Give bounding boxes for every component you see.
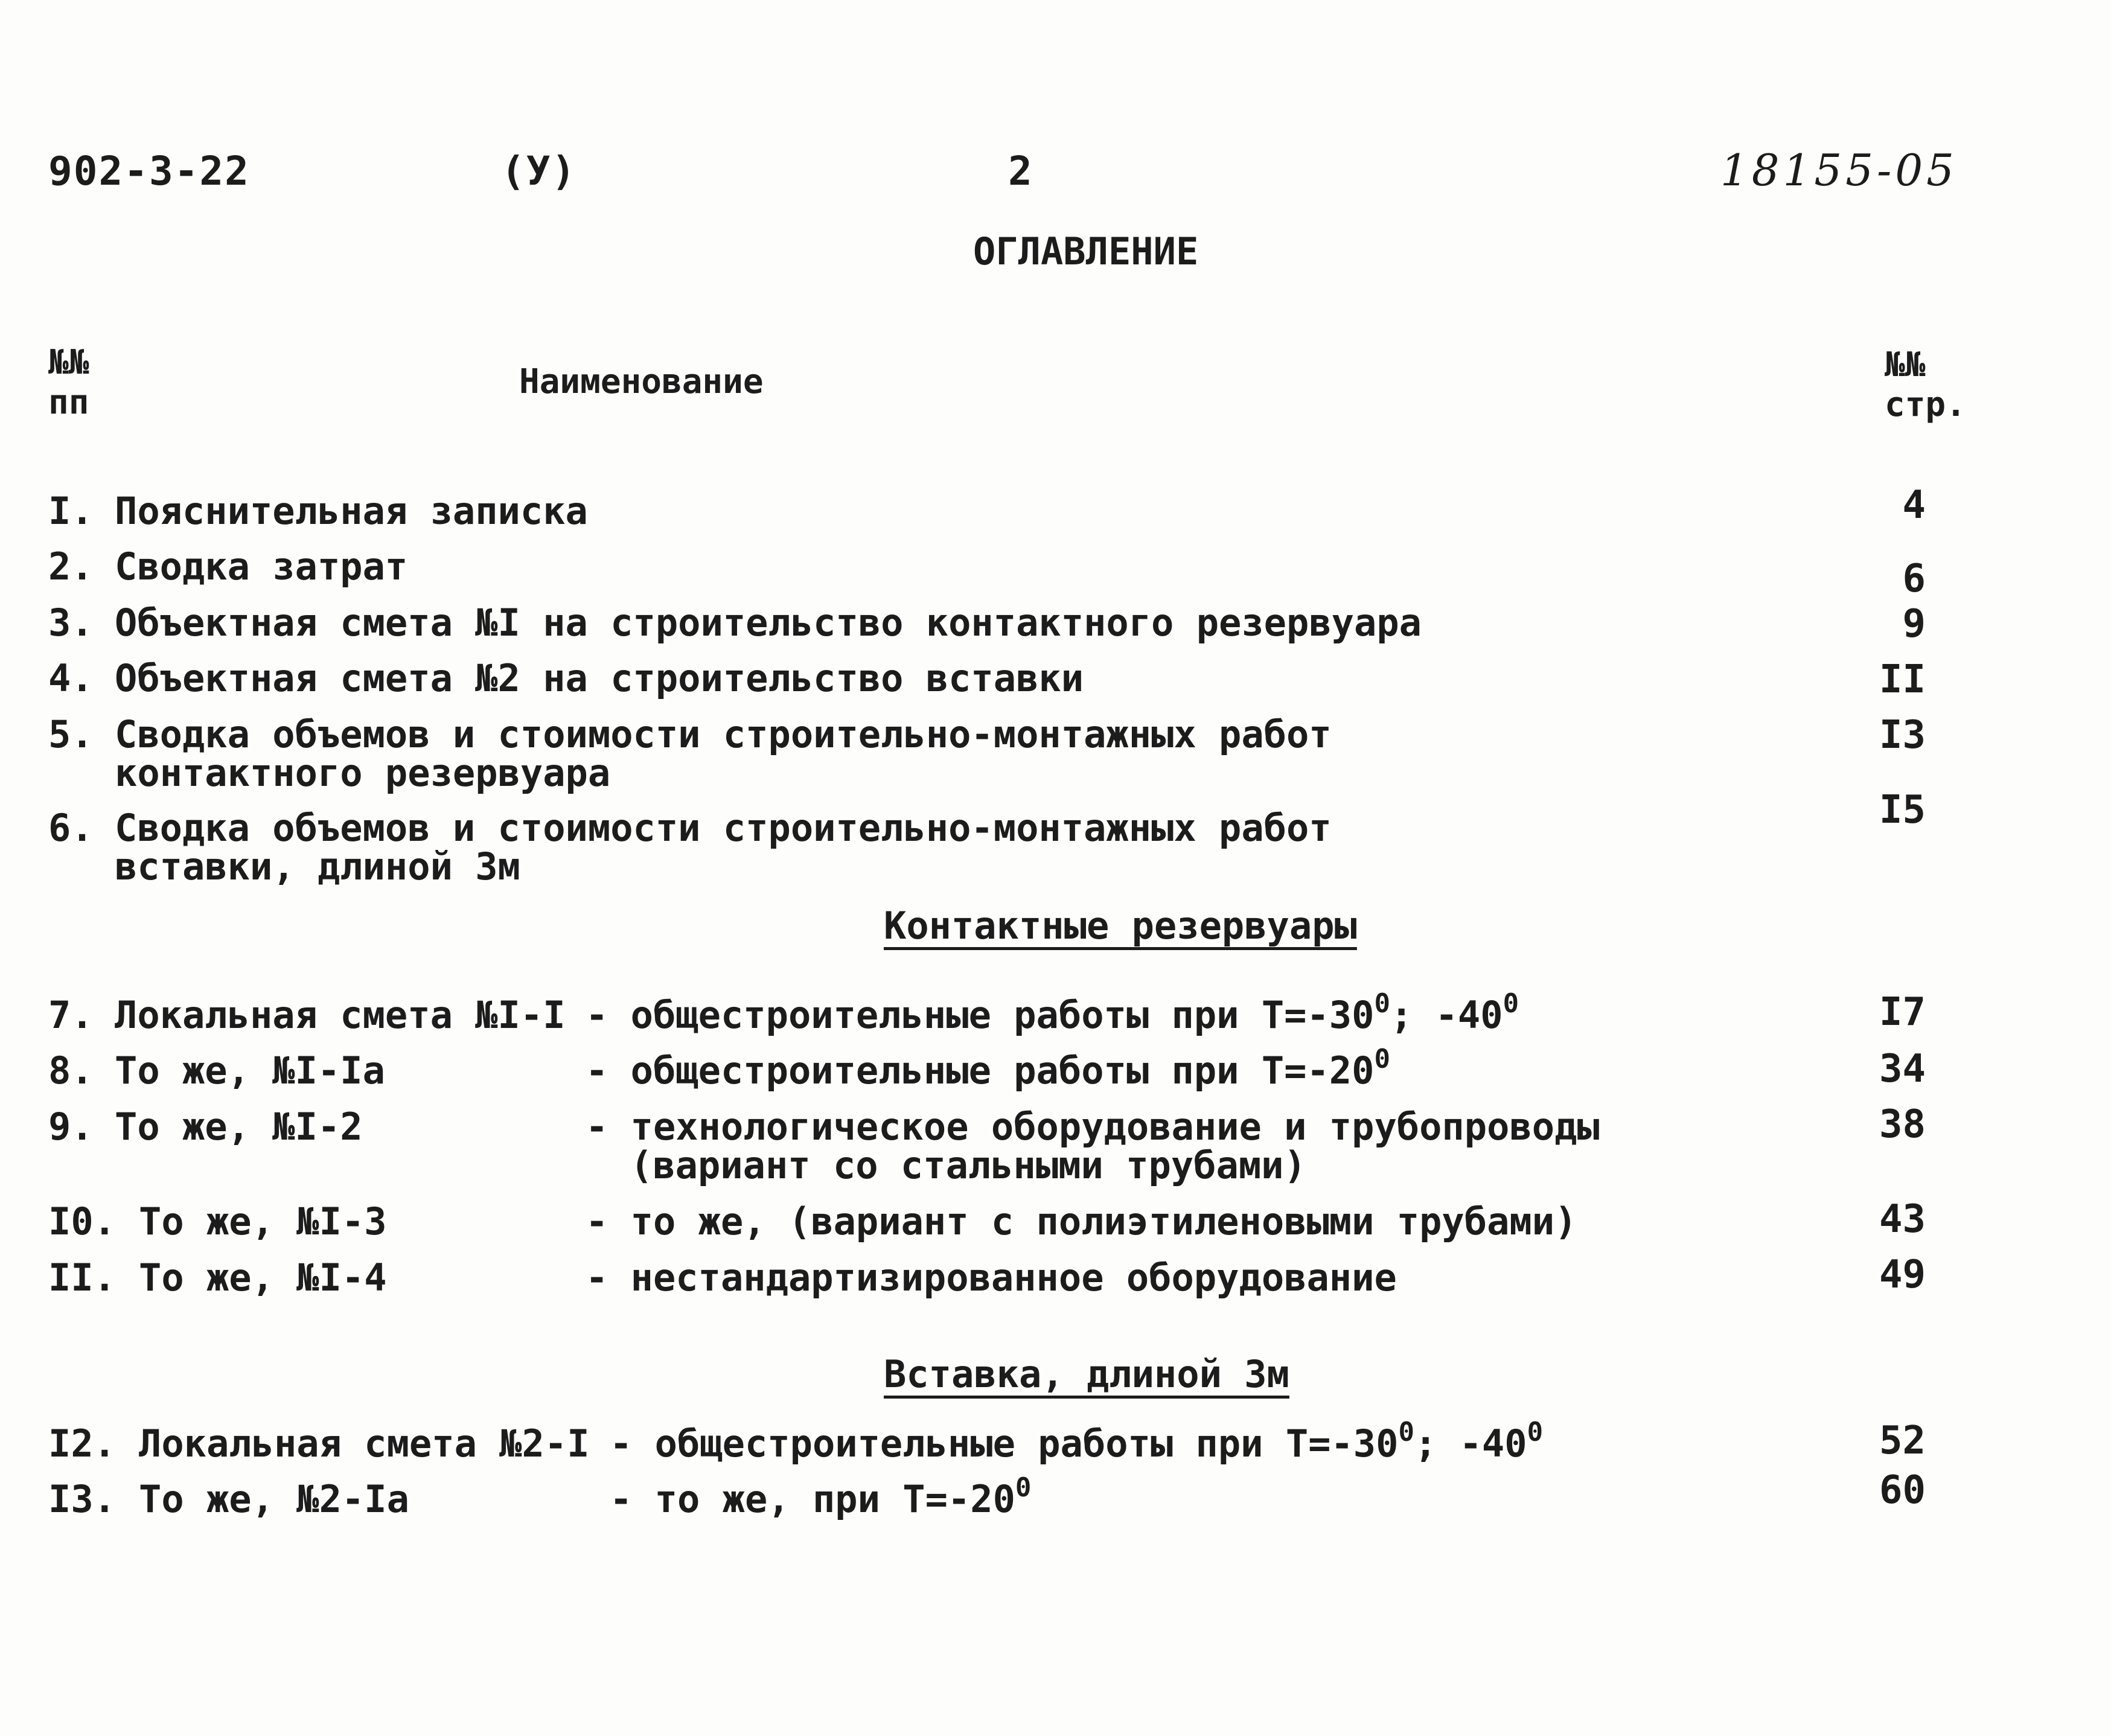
toc-entry-11-number: II. — [48, 1256, 116, 1300]
column-header-number — [48, 343, 89, 423]
toc-entry-13-description — [610, 1472, 1032, 1521]
toc-entry-1-page: 4 — [1902, 483, 1926, 528]
toc-entry-12-page: 52 — [1879, 1418, 1926, 1463]
toc-entry-6-number: 6. — [48, 806, 94, 850]
section-heading-contact-reservoirs: Контактные резервуары — [884, 904, 1357, 948]
toc-entry-7-desc-text: общестроительные работы при Т=-30 — [630, 993, 1375, 1037]
toc-entry-2-title: Сводка затрат — [115, 544, 408, 589]
degree-sup: 0 — [1503, 988, 1519, 1019]
toc-entry-8-page: 34 — [1879, 1047, 1926, 1091]
toc-entry-12-desc-mid: ; -40 — [1414, 1422, 1527, 1466]
degree-sup: 0 — [1015, 1472, 1032, 1503]
toc-entry-11-label: То же, №I-4 — [139, 1256, 387, 1300]
toc-entry-9-desc-line2: (вариант со стальными трубами) — [630, 1143, 1306, 1187]
toc-entry-1-number: I. — [48, 489, 94, 533]
dash: - — [610, 1422, 655, 1466]
toc-entry-7-page: I7 — [1879, 990, 1926, 1035]
toc-entry-6-title — [115, 806, 1332, 889]
toc-entry-13-page: 60 — [1879, 1468, 1926, 1513]
toc-entry-3-page: 9 — [1902, 602, 1926, 646]
section-heading-insert: Вставка, длиной 3м — [884, 1352, 1289, 1396]
toc-entry-12-label: Локальная смета №2-I — [139, 1422, 590, 1466]
toc-entry-10-label: То же, №I-3 — [139, 1199, 387, 1243]
dash: - — [610, 1477, 655, 1521]
toc-entry-4-title: Объектная смета №2 на строительство вставки — [115, 656, 1084, 700]
dash: - — [586, 993, 631, 1037]
document-code: 902-3-22 — [48, 148, 250, 194]
toc-entry-11-description — [586, 1256, 1397, 1300]
toc-entry-9-label: То же, №I-2 — [115, 1105, 363, 1149]
toc-entry-1-title: Пояснительная записка — [115, 489, 588, 533]
toc-entry-12-description — [610, 1417, 1544, 1466]
toc-entry-9-number: 9. — [48, 1105, 94, 1149]
dash: - — [586, 1199, 631, 1243]
page-title: ОГЛАВЛЕНИЕ — [973, 229, 1199, 273]
toc-entry-10-desc-text: то же, (вариант с полиэтиленовыми трубами) — [630, 1199, 1577, 1243]
toc-entry-10-number: I0. — [48, 1199, 116, 1243]
toc-entry-7-label: Локальная смета №I-I — [115, 993, 566, 1037]
toc-entry-5-page: I3 — [1879, 713, 1926, 758]
toc-entry-10-description — [586, 1199, 1577, 1243]
toc-entry-6-title-line2: вставки, длиной 3м — [115, 844, 520, 889]
column-header-number-top: №№ — [48, 343, 89, 382]
toc-entry-5-title-line2: контактного резервуара — [115, 751, 611, 795]
toc-entry-8-number: 8. — [48, 1048, 94, 1093]
toc-entry-8-label: То же, №I-Ia — [115, 1048, 385, 1093]
toc-entry-10-page: 43 — [1879, 1197, 1926, 1242]
column-header-number-bottom: пп — [48, 383, 89, 422]
toc-entry-8-description — [586, 1044, 1390, 1093]
toc-entry-12-desc-text: общестроительные работы при Т=-30 — [654, 1422, 1399, 1466]
variant-mark: (У) — [501, 148, 577, 194]
toc-entry-7-number: 7. — [48, 993, 94, 1037]
degree-sup: 0 — [1398, 1417, 1414, 1447]
column-header-page-bottom: стр. — [1885, 385, 1966, 424]
toc-entry-13-number: I3. — [48, 1477, 116, 1521]
toc-entry-12-number: I2. — [48, 1422, 116, 1466]
toc-entry-2-page: 6 — [1902, 557, 1926, 601]
degree-sup: 0 — [1527, 1417, 1544, 1447]
toc-entry-3-number: 3. — [48, 601, 94, 645]
toc-entry-7-desc-mid: ; -40 — [1390, 993, 1503, 1037]
toc-entry-11-page: 49 — [1879, 1253, 1926, 1297]
toc-entry-5-number: 5. — [48, 712, 94, 756]
toc-entry-4-number: 4. — [48, 656, 94, 700]
toc-entry-13-desc-text: то же, при Т=-20 — [654, 1477, 1015, 1521]
dash: - — [586, 1256, 631, 1300]
toc-entry-11-desc-text: нестандартизированное оборудование — [630, 1256, 1397, 1300]
toc-entry-5-title — [115, 712, 1332, 795]
handwritten-doc-number: 18155-05 — [1720, 145, 1958, 196]
degree-sup: 0 — [1374, 988, 1390, 1019]
column-header-page-top: №№ — [1885, 345, 1926, 385]
toc-entry-2-number: 2. — [48, 544, 94, 589]
column-header-name: Наименование — [519, 362, 764, 401]
toc-entry-7-description — [586, 988, 1519, 1037]
dash: - — [586, 1048, 631, 1093]
toc-entry-9-description — [586, 1105, 1600, 1187]
toc-entry-3-title: Объектная смета №I на строительство контактного резервуара — [115, 601, 1422, 645]
dash: - — [586, 1105, 631, 1149]
toc-entry-13-label: То же, №2-Ia — [139, 1477, 409, 1521]
toc-entry-8-desc-text: общестроительные работы при Т=-20 — [630, 1048, 1375, 1093]
degree-sup: 0 — [1374, 1044, 1390, 1074]
toc-entry-6-title-line1: Сводка объемов и стоимости строительно-монтажных работ — [115, 806, 1332, 850]
toc-entry-9-page: 38 — [1879, 1102, 1926, 1147]
toc-entry-4-page: II — [1879, 657, 1926, 702]
toc-entry-5-title-line1: Сводка объемов и стоимости строительно-монтажных работ — [115, 712, 1332, 756]
toc-entry-9-desc-line1: технологическое оборудование и трубопроводы — [630, 1105, 1600, 1149]
toc-entry-6-page: I5 — [1879, 788, 1926, 832]
column-header-page — [1885, 345, 1966, 425]
page-number: 2 — [1008, 148, 1033, 194]
